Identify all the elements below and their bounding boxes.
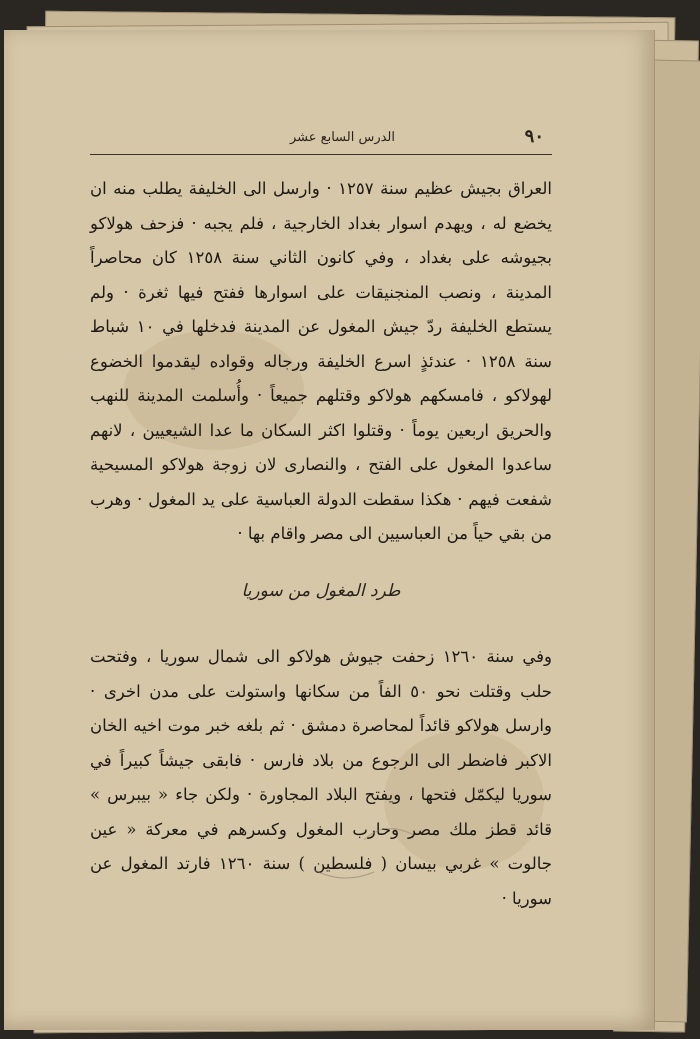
section-heading: طرد المغول من سوريا: [241, 581, 401, 601]
chapter-title: الدرس السابع عشر: [290, 130, 396, 145]
pencil-underline-marks: [304, 810, 444, 890]
body-text-section-1: [90, 172, 552, 552]
page-number: ٩٠: [524, 126, 544, 147]
page-header: [90, 122, 552, 155]
paragraph: وفي سنة ١٢٦٠ زحفت جيوش هولاكو الى شمال سوريا ، وفتحت حلب وقتلت نحو ٥٠ الفاً من سكانها واستولت على مدن اخرى · وارسل هولاكو قائداً لمحاصرة دمشق · ثم بلغه خبر موت اخيه الخان الاكبر فاضطر الى الرجوع من بلاد فارس · فابقى جيشاً كبيراً في سوريا ليكمّل فتحها ، ويفتح البلاد المجاورة · ولكن جاء « بيبرس » قائد قطز ملك مصر وحارب المغول وكسرهم في معركة « عين جالوت » غربي بيسان ( فلسطين ) سنة ١٢٦٠ فارتد المغول عن سوريا ·: [90, 647, 553, 908]
book-page: [4, 30, 655, 1030]
paragraph: العراق بجيش عظيم سنة ١٢٥٧ · وارسل الى الخليفة يطلب منه ان يخضع له ، ويهدم اسوار بغداد الخارجية ، فلم يجبه · فزحف هولاكو بجيوشه على بغداد ، وفي كانون الثاني سنة ١٢٥٨ كان محاصراً المدينة ، ونصب المنجنيقات على اسوارها ففتح فيها ثغرة · ولم يستطع الخليفة ردّ جيش المغول عن المدينة فدخلها في ١٠ شباط سنة ١٢٥٨ · عندئذٍ اسرع الخليفة ورجاله وقواده ليقدموا الخضوع لهولاكو ، فامسكهم هولاكو وقتلهم جميعاً · وأُسلمت المدينة للنهب والحريق اربعين يوماً · وقتلوا اكثر السكان ما عدا الشيعيين ، لانهم ساعدوا المغول على الفتح ، والنصارى لان زوجة هولاكو المسيحية شفعت فيهم · هكذا سقطت الدولة العباسية على يد المغول · وهرب من بقي حياً من العباسيين الى مصر واقام بها ·: [90, 179, 553, 543]
